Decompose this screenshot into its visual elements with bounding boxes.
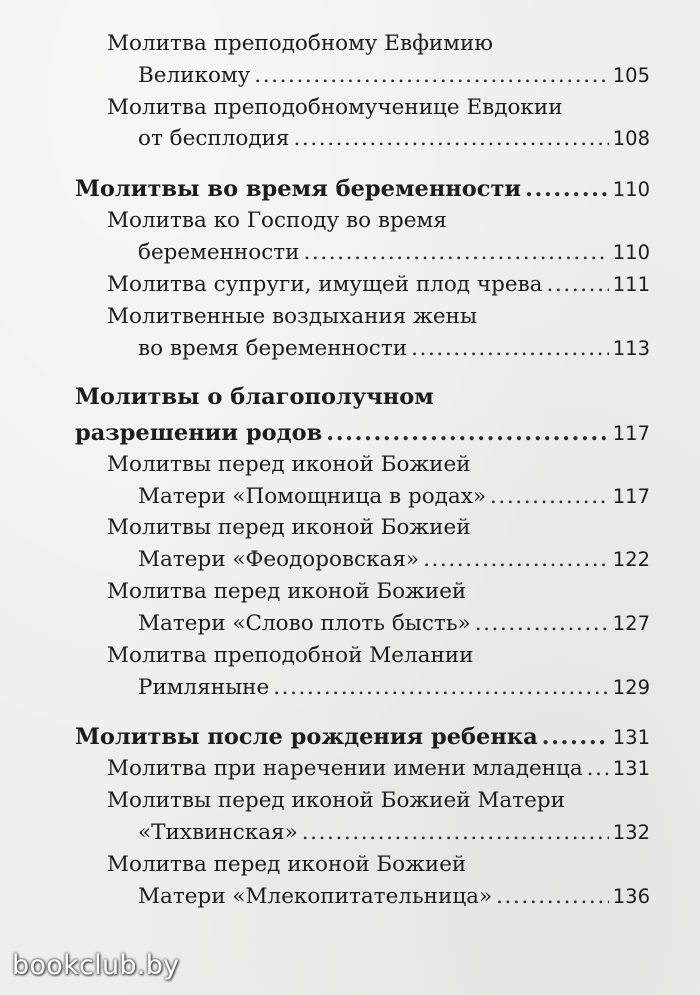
toc-entry-title: во время беременности bbox=[138, 336, 408, 361]
toc-page-number: 105 bbox=[612, 64, 650, 87]
toc-page-number: 132 bbox=[612, 821, 650, 844]
leader-dots bbox=[423, 549, 609, 571]
toc-entry-title: Матери «Слово плоть бысть» bbox=[138, 611, 471, 636]
toc-line bbox=[138, 338, 650, 360]
toc-page-number: 131 bbox=[612, 757, 650, 780]
toc-line bbox=[107, 210, 447, 232]
toc-entry-title: «Тихвинская» bbox=[138, 820, 298, 845]
toc-page-number: 110 bbox=[612, 241, 650, 264]
toc-entry-title: Матери «Помощница в родах» bbox=[138, 484, 486, 509]
leader-dots bbox=[326, 422, 608, 445]
leader-dots bbox=[525, 178, 609, 201]
watermark: bookclub.by bbox=[12, 950, 180, 981]
toc-entry-title: Молитва перед иконой Божией bbox=[107, 579, 467, 604]
toc-page-number: 117 bbox=[612, 485, 650, 508]
leader-dots bbox=[496, 886, 609, 908]
toc-entry-title: Молитва супруги, имущей плод чрева bbox=[107, 272, 543, 297]
toc-entry-title: Молитвы перед иконой Божией bbox=[107, 452, 471, 477]
toc-section-title: Молитвы после рождения ребенка bbox=[75, 724, 538, 750]
toc-section-line bbox=[75, 178, 650, 201]
leader-dots bbox=[411, 338, 609, 360]
toc-page-number: 127 bbox=[612, 612, 650, 635]
leader-dots bbox=[254, 65, 608, 87]
toc-section-title: Молитвы во время беременности bbox=[75, 176, 522, 202]
toc-line bbox=[138, 677, 650, 699]
toc-page-number: 129 bbox=[612, 676, 650, 699]
leader-dots bbox=[542, 726, 609, 749]
toc-entry-title: Молитва преподобному Евфимию bbox=[107, 31, 494, 56]
toc-line bbox=[138, 486, 650, 508]
toc-line bbox=[107, 854, 466, 876]
toc-line bbox=[107, 645, 473, 667]
toc-entry-title: Молитва преподобной Мелании bbox=[107, 643, 474, 668]
toc-page-number: 131 bbox=[612, 726, 650, 749]
toc-entry-title: Молитва при наречении имени младенца bbox=[107, 756, 583, 781]
leader-dots bbox=[293, 128, 608, 150]
leader-dots bbox=[273, 677, 609, 699]
toc-entry-title: Великому bbox=[138, 63, 251, 88]
toc-section-line bbox=[75, 386, 434, 409]
toc-page-number: 136 bbox=[612, 885, 650, 908]
toc-section-title: Молитвы о благополучном bbox=[75, 384, 434, 410]
toc-line bbox=[107, 581, 466, 603]
toc-line bbox=[107, 274, 650, 296]
leader-dots bbox=[302, 822, 609, 844]
toc-entry-title: Молитвы перед иконой Божией bbox=[107, 515, 471, 540]
toc-page-number: 110 bbox=[612, 178, 650, 201]
toc-line bbox=[138, 549, 650, 571]
toc-line bbox=[107, 758, 650, 780]
toc-page-number: 117 bbox=[612, 422, 650, 445]
toc-line bbox=[107, 306, 477, 328]
toc-entry-title: беременности bbox=[138, 240, 300, 265]
toc-page-number: 122 bbox=[612, 548, 650, 571]
toc-page-number: 111 bbox=[612, 273, 650, 296]
toc-line bbox=[138, 822, 650, 844]
toc-line bbox=[138, 65, 650, 87]
toc-line bbox=[107, 33, 493, 55]
toc-line bbox=[107, 97, 563, 119]
toc-entry-title: Римляныне bbox=[138, 675, 270, 700]
toc-section-line bbox=[75, 422, 650, 445]
toc-line bbox=[138, 242, 650, 264]
toc-line bbox=[107, 454, 471, 476]
leader-dots bbox=[475, 613, 609, 635]
leader-dots bbox=[490, 486, 609, 508]
toc-page-number: 113 bbox=[612, 337, 650, 360]
toc-entry-title: Молитва преподобномученице Евдокии bbox=[107, 95, 563, 120]
toc-entry-title: Молитва перед иконой Божией bbox=[107, 852, 467, 877]
toc-entry-title: Матери «Млекопитательница» bbox=[138, 884, 493, 909]
leader-dots bbox=[587, 758, 609, 780]
toc-page-number: 108 bbox=[612, 127, 650, 150]
toc-entry-title: Матери «Феодоровская» bbox=[138, 547, 420, 572]
toc-entry-title: Молитва ко Господу во время bbox=[107, 208, 447, 233]
leader-dots bbox=[547, 274, 609, 296]
toc-line bbox=[138, 613, 650, 635]
toc-section-title: разрешении родов bbox=[75, 420, 323, 446]
toc-line bbox=[138, 128, 650, 150]
toc-line bbox=[107, 517, 471, 539]
toc-line bbox=[107, 790, 565, 812]
toc-entry-title: Молитвенные воздыхания жены bbox=[107, 304, 478, 329]
toc-entry-title: от бесплодия bbox=[138, 126, 290, 151]
leader-dots bbox=[303, 242, 608, 264]
toc-entry-title: Молитвы перед иконой Божией Матери bbox=[107, 788, 565, 813]
toc-section-line bbox=[75, 726, 650, 749]
toc-line bbox=[138, 886, 650, 908]
